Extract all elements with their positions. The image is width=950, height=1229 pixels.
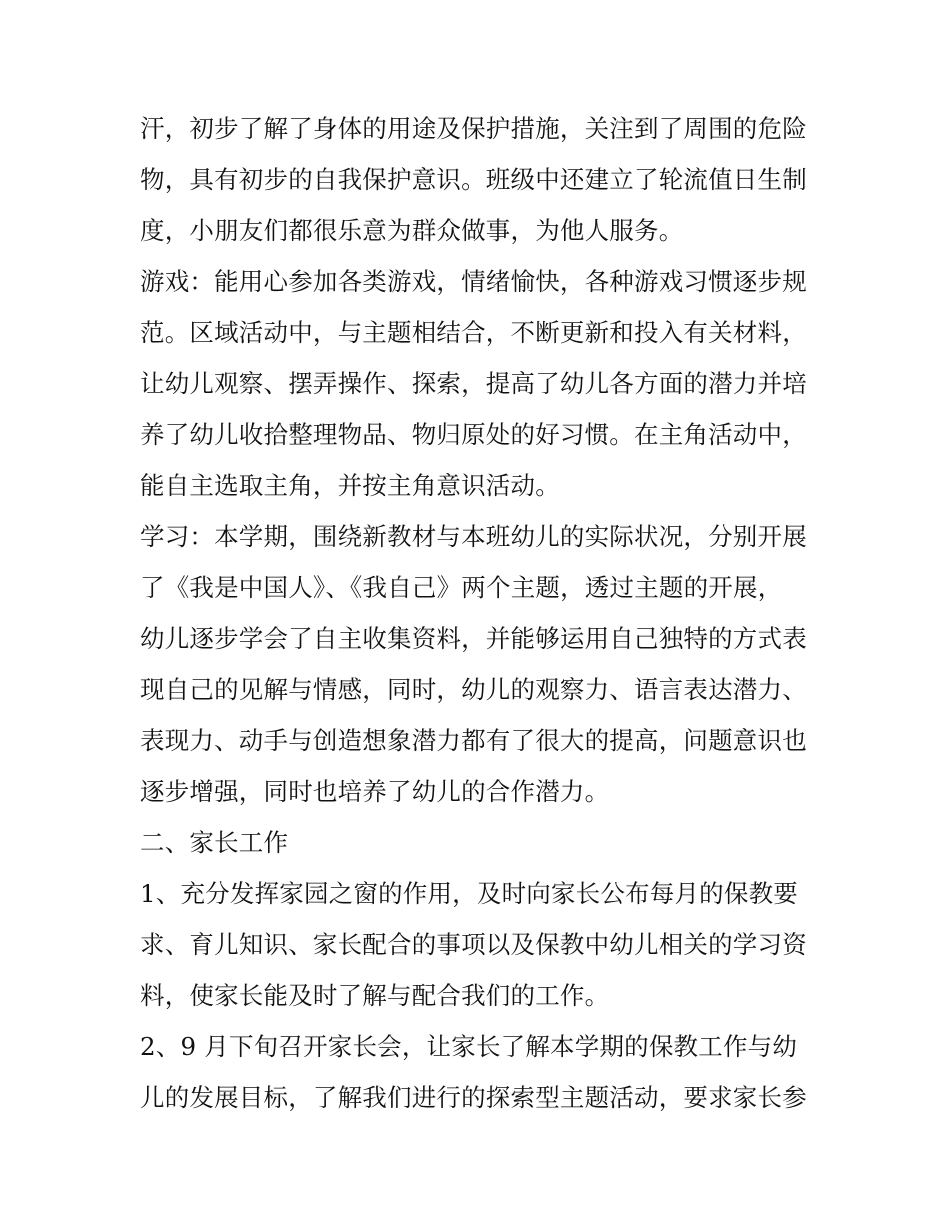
text-line: 逐步增强，同时也培养了幼儿的合作潜力。 xyxy=(140,777,610,806)
text-line: 儿的发展目标，了解我们进行的探索型主题活动，要求家长参 xyxy=(140,1083,807,1112)
text-line: 学习：本学期，围绕新教材与本班幼儿的实际状况，分别开展 xyxy=(140,522,807,551)
text-line: 能自主选取主角，并按主角意识活动。 xyxy=(140,471,560,500)
text-line: 让幼儿观察、摆弄操作、探索，提高了幼儿各方面的潜力并培 xyxy=(140,369,807,398)
text-line: 范。区域活动中，与主题相结合，不断更新和投入有关材料， xyxy=(140,318,807,347)
text-line: 汗，初步了解了身体的用途及保护措施，关注到了周围的危险 xyxy=(140,114,807,143)
text-line: 1、充分发挥家园之窗的作用，及时向家长公布每月的保教要 xyxy=(140,879,798,908)
text-line: 了《我是中国人》、《我自己》两个主题，透过主题的开展， xyxy=(140,573,783,602)
text-line: 物，具有初步的自我保护意识。班级中还建立了轮流值日生制 xyxy=(140,165,807,194)
text-line: 现自己的见解与情感，同时，幼儿的观察力、语言表达潜力、 xyxy=(140,675,807,704)
text-line: 求、育儿知识、家长配合的事项以及保教中幼儿相关的学习资 xyxy=(140,930,807,959)
text-line: 幼儿逐步学会了自主收集资料，并能够运用自己独特的方式表 xyxy=(140,624,807,653)
text-line: 料，使家长能及时了解与配合我们的工作。 xyxy=(140,981,610,1010)
text-line: 2、9 月下旬召开家长会，让家长了解本学期的保教工作与幼 xyxy=(140,1032,798,1061)
text-line: 表现力、动手与创造想象潜力都有了很大的提高，问题意识也 xyxy=(140,726,807,755)
text-line: 游戏：能用心参加各类游戏，情绪愉快，各种游戏习惯逐步规 xyxy=(140,267,807,296)
document-body xyxy=(140,103,815,1123)
section-heading: 二、家长工作 xyxy=(140,828,289,857)
text-line: 养了幼儿收拾整理物品、物归原处的好习惯。在主角活动中， xyxy=(140,420,807,449)
text-line: 度，小朋友们都很乐意为群众做事，为他人服务。 xyxy=(140,216,684,245)
